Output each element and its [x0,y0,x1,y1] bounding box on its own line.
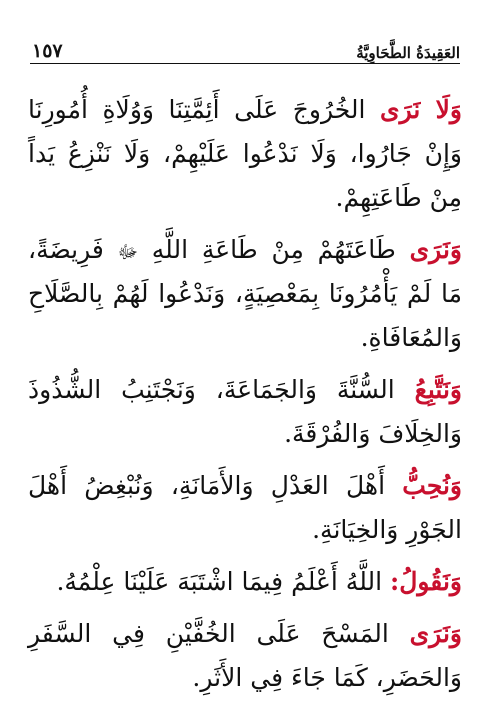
lead-word: وَنَرَى [409,619,462,648]
paragraph-1 [28,88,462,228]
lead-word: وَنَتَّبِعُ [414,375,463,404]
salutation-glyph: ﷻ [117,242,138,263]
text-line: مَا لَمْ يَأْمُرُونَا بِمَعْصِيَةٍ، وَنَدْعُوا لَهُمْ بِالصَّلَاحِ [28,279,462,308]
text-line: وَالخِلَافَ وَالفُرْقَةَ. [284,419,462,448]
paragraph-4 [28,464,462,560]
page-number: ١٥٧ [32,40,63,62]
lead-word: وَنُحِبُّ [402,471,462,500]
lead-word: وَنَرَى [409,235,462,264]
text-line: الجَوْرِ وَالخِيَانَةِ. [312,515,462,544]
line-text: الخُرُوجَ عَلَى أَئِمَّتِنَا وَوُلَاةِ أُمُورِنَا [28,95,366,124]
text-line [28,228,462,272]
text-line [28,560,462,604]
running-title: العَقِيدَةُ الطَّحَاوِيَّةُ [356,44,460,62]
line-text: طَاعَتَهُمْ مِنْ طَاعَةِ اللَّهِ [151,235,396,264]
text-line [28,612,462,656]
page-header [32,22,460,62]
line-text: المَسْحَ عَلَى الخُفَّيْنِ فِي السَّفَرِ [28,619,389,648]
paragraph-6 [28,612,462,708]
text-line: مِنْ طَاعَتِهِمْ. [335,183,462,212]
header-rule [30,63,460,64]
line-text: أَهْلَ العَدْلِ وَالأَمَانَةِ، وَنُبْغِضُ أَهْلَ [28,471,386,500]
paragraph-2 [28,228,462,368]
paragraph-3 [28,368,462,464]
lead-word: وَنَقُولُ: [390,567,462,596]
text-line: وَإِنْ جَارُوا، وَلَا نَدْعُوا عَلَيْهِمْ، وَلَا نَنْزِعُ يَداً [28,139,462,168]
line-text: فَرِيضَةً، [28,235,104,264]
line-text: السُّنَّةَ وَالجَمَاعَةَ، وَنَجْتَنِبُ الشُّذُوذَ [28,375,395,404]
text-line [28,368,462,412]
text-line: وَالحَضَرِ، كَمَا جَاءَ فِي الأَثَرِ. [192,663,462,692]
text-line: وَالمُعَافَاةِ. [360,323,462,352]
text-line [28,88,462,132]
lead-word: وَلَا نَرَى [380,95,462,124]
paragraph-5 [28,560,462,612]
text-line [28,464,462,508]
page-body [28,88,462,708]
line-text: اللَّهُ أَعْلَمُ فِيمَا اشْتَبَهَ عَلَيْنَا عِلْمُهُ. [56,567,383,596]
